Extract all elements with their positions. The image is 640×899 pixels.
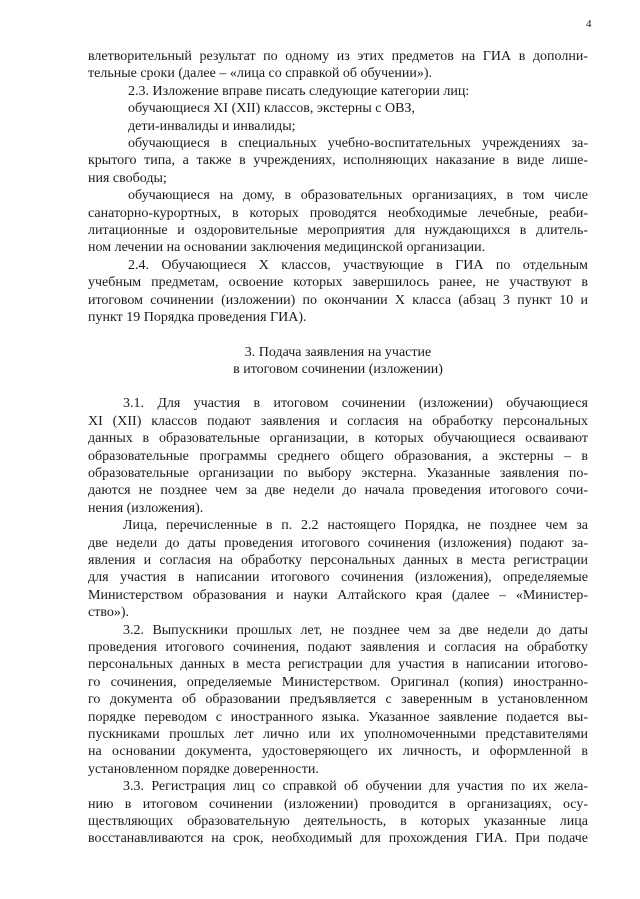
- text-line: 3.3. Регистрация лиц со справкой об обучении для участия по их жела-: [123, 779, 588, 795]
- text-line: нения (изложения).: [88, 500, 204, 516]
- text-line: установленном порядке доверенности.: [88, 761, 319, 777]
- text-line: влетворительный результат по одному из этих предметов на ГИА в дополни-: [88, 49, 588, 64]
- text-line: данных в образовательные организации, в которых обучающиеся осваивают: [88, 431, 588, 447]
- text-line: даются не позднее чем за две недели до начала проведения итогового сочи-: [88, 483, 588, 499]
- text-line: го сочинения, определяемые Министерством. Оригинал (копия) иностранно-: [88, 674, 588, 690]
- page-number: 4: [586, 18, 592, 30]
- text-line: 2.4. Обучающиеся X классов, участвующие в ГИА по отдельным: [128, 257, 588, 273]
- text-line: ном лечении на основании заключения медицинской организации.: [88, 240, 486, 256]
- text-line: обучающиеся XI (XII) классов, экстерны с ОВЗ,: [128, 101, 415, 117]
- text-line: Министерством образования и науки Алтайского края (далее – «Министер-: [88, 587, 588, 603]
- text-line: 3.2. Выпускники прошлых лет, не позднее чем за две недели до даты: [123, 622, 588, 638]
- text-line: учебным предметам, освоение которых завершилось ранее, не участвуют в: [88, 275, 588, 291]
- section-heading: 3. Подача заявления на участие: [244, 344, 432, 360]
- text-line: XI (XII) классов подают заявления и согласия на обработку персональных: [88, 413, 588, 429]
- text-line: тельные сроки (далее – «лица со справкой об обучении»).: [88, 66, 432, 82]
- text-line: проведения итогового сочинения, подают заявления и согласия на обработку: [88, 640, 588, 655]
- section-heading: в итоговом сочинении (изложении): [233, 361, 443, 377]
- spacer: [88, 327, 588, 344]
- text-line: пункт 19 Порядка проведения ГИА).: [88, 310, 307, 326]
- text-line: санаторно-курортных, в которых проводятся необходимые лечебные, реаби-: [88, 205, 588, 221]
- text-line: образовательные программы среднего общего образования, а экстерны – в: [88, 448, 588, 464]
- text-line: на основании документа, удостоверяющего их личность, и оформленной в: [88, 744, 588, 760]
- text-line: образовательные организации по выбору экстерна. Указанные заявления по-: [88, 465, 588, 481]
- text-line: 3.1. Для участия в итоговом сочинении (изложении) обучающиеся: [123, 396, 588, 412]
- text-line: восстанавливаются на срок, необходимый для прохождения ГИА. При подаче: [88, 831, 588, 847]
- spacer: [88, 378, 588, 395]
- text-line: обучающиеся в специальных учебно-воспитательных учреждениях за-: [128, 136, 588, 152]
- text-line: литационные и оздоровительные мероприятия для нуждающихся в длитель-: [88, 223, 588, 239]
- text-line: персональных данных в места регистрации для участия в написании итогово-: [88, 657, 588, 673]
- text-line: итоговом сочинении (изложении) по окончании X класса (абзац 3 пункт 10 и: [88, 292, 588, 308]
- document-body: [88, 48, 588, 848]
- text-line: нию в итоговом сочинении (изложении) проводится в организациях, осу-: [88, 796, 588, 812]
- text-line: 2.3. Изложение вправе писать следующие категории лиц:: [128, 83, 470, 99]
- text-line: пускниками прошлых лет лично или их уполномоченными представителями: [88, 727, 588, 743]
- text-line: го документа об образовании предъявляется с заверенным в установленном: [88, 692, 588, 708]
- text-line: ния свободы;: [88, 170, 167, 186]
- text-line: обучающиеся на дому, в образовательных организациях, в том числе: [128, 188, 588, 204]
- text-line: Лица, перечисленные в п. 2.2 настоящего Порядка, не позднее чем за: [123, 518, 588, 534]
- text-line: дети-инвалиды и инвалиды;: [128, 118, 296, 134]
- text-line: порядке переводом с иностранного языка. Указанное заявление подается вы-: [88, 709, 588, 725]
- text-line: ществляющих образовательную деятельность, в которых указанные лица: [88, 814, 588, 830]
- text-line: две недели до даты проведения итогового сочинения (изложения) подают за-: [88, 535, 588, 551]
- text-line: для участия в написании итогового сочинения (изложения), определяемые: [88, 570, 588, 586]
- text-line: крытого типа, а также в учреждениях, исполняющих наказание в виде лише-: [88, 153, 588, 169]
- text-line: явления и согласия на обработку персональных данных в места регистрации: [88, 552, 588, 568]
- text-line: ство»).: [88, 605, 130, 621]
